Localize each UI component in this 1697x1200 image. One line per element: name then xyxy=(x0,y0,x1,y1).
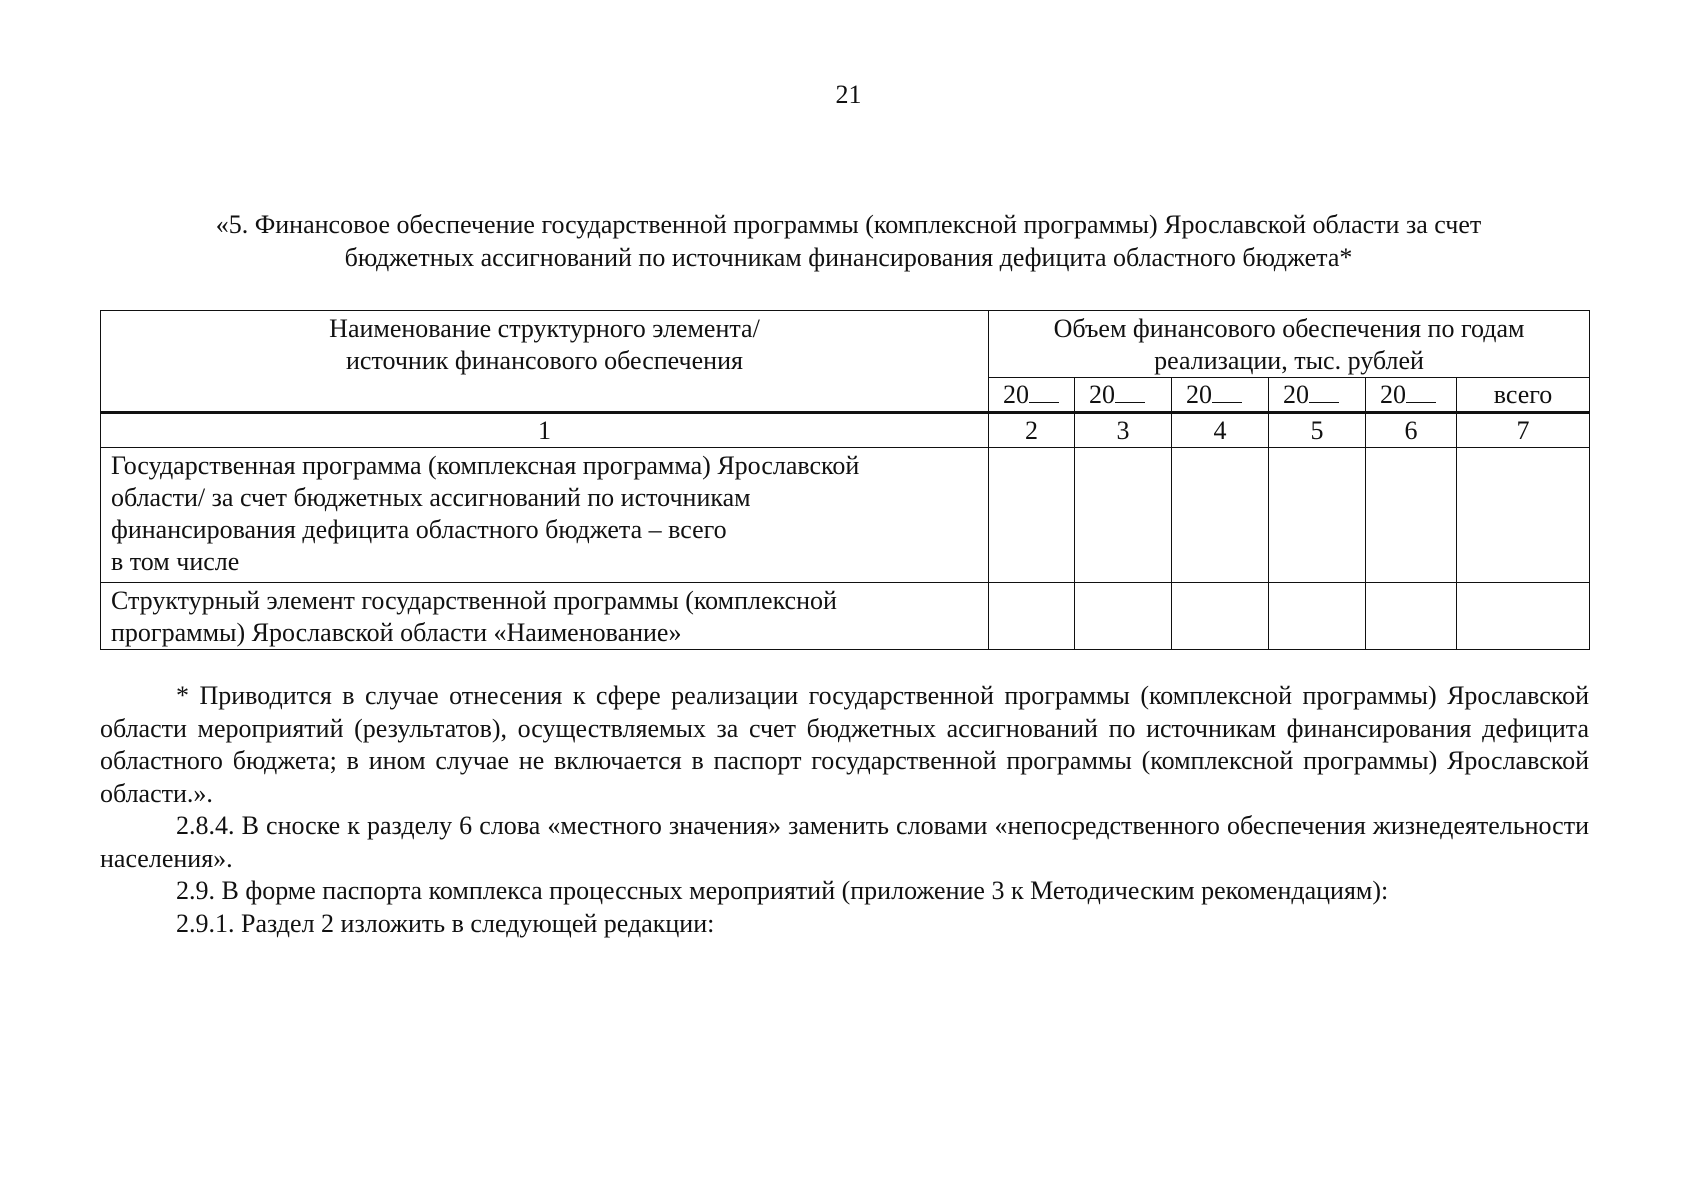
paragraph-2-8-4: 2.8.4. В сноске к разделу 6 слова «местного значения» заменить словами «непосредственного обеспечения жизнедеятельности населения». xyxy=(100,811,1589,873)
header-name-line-1: Наименование структурного элемента/ xyxy=(329,314,760,343)
row-name-cell xyxy=(101,583,989,650)
empty-value-cell xyxy=(1366,583,1457,650)
column-number-cell: 6 xyxy=(1366,413,1457,448)
footnote-paragraph: * Приводится в случае отнесения к сфере реализации государственной программы (комплексной программы) Ярославской области мероприятий (результатов), осуществляемых за счет бюджетных ассигнований по источникам финансирования дефицита областного бюджета; в ином случае не включается в паспорт государственной программы (комплексной программы) Ярославской области.». xyxy=(100,681,1589,808)
section-title xyxy=(120,208,1577,274)
year-label: 20 xyxy=(1283,379,1309,409)
year-label: 20 xyxy=(1186,379,1212,409)
year-cell-3 xyxy=(1172,378,1269,413)
year-blank-line xyxy=(1406,380,1436,403)
column-number-row xyxy=(101,413,1590,448)
empty-value-cell xyxy=(989,448,1075,583)
column-number-cell: 4 xyxy=(1172,413,1269,448)
year-cell-4 xyxy=(1269,378,1366,413)
row-text-line: в том числе xyxy=(111,547,240,576)
total-header-cell: всего xyxy=(1457,378,1590,413)
year-blank-line xyxy=(1309,380,1339,403)
row-text-line: области/ за счет бюджетных ассигнований по источникам xyxy=(111,483,751,512)
empty-value-cell xyxy=(1172,448,1269,583)
row-name-cell xyxy=(101,448,989,583)
header-volume-line-2: реализации, тыс. рублей xyxy=(1154,346,1424,375)
row-text-line: финансирования дефицита областного бюджета – всего xyxy=(111,515,727,544)
table-row xyxy=(101,583,1590,650)
section-title-line-1: «5. Финансовое обеспечение государственной программы (комплексной программы) Ярославской области за счет xyxy=(215,210,1482,239)
column-number-cell: 1 xyxy=(101,413,989,448)
year-cell-2 xyxy=(1075,378,1172,413)
column-number-cell: 3 xyxy=(1075,413,1172,448)
year-blank-line xyxy=(1029,380,1059,403)
empty-value-cell xyxy=(1075,448,1172,583)
page-number: 21 xyxy=(835,80,862,109)
section-title-line-2: бюджетных ассигнований по источникам финансирования дефицита областного бюджета* xyxy=(344,243,1353,272)
finance-table xyxy=(100,310,1590,650)
header-volume-line-1: Объем финансового обеспечения по годам xyxy=(1053,314,1525,343)
row-text-line: Структурный элемент государственной программы (комплексной xyxy=(111,586,837,615)
column-number-cell: 5 xyxy=(1269,413,1366,448)
column-number-cell: 2 xyxy=(989,413,1075,448)
year-label: 20 xyxy=(1380,379,1406,409)
year-cell-5 xyxy=(1366,378,1457,413)
table-header-row xyxy=(101,311,1590,378)
row-text-line: программы) Ярославской области «Наименование» xyxy=(111,618,682,647)
header-name-line-2: источник финансового обеспечения xyxy=(346,346,743,375)
empty-value-cell xyxy=(1457,583,1590,650)
paragraph-2-9: 2.9. В форме паспорта комплекса процессных мероприятий (приложение 3 к Методическим рекомендациям): xyxy=(176,876,1389,905)
header-volume-cell xyxy=(989,311,1590,378)
empty-value-cell xyxy=(1172,583,1269,650)
table-row xyxy=(101,448,1590,583)
empty-value-cell xyxy=(1457,448,1590,583)
empty-value-cell xyxy=(1269,448,1366,583)
column-number-cell: 7 xyxy=(1457,413,1590,448)
row-text-line: Государственная программа (комплексная программа) Ярославской xyxy=(111,451,860,480)
year-cell-1 xyxy=(989,378,1075,413)
body-text xyxy=(100,680,1589,940)
empty-value-cell xyxy=(1366,448,1457,583)
empty-value-cell xyxy=(989,583,1075,650)
year-label: 20 xyxy=(1089,379,1115,409)
year-label: 20 xyxy=(1003,379,1029,409)
year-blank-line xyxy=(1212,380,1242,403)
year-blank-line xyxy=(1115,380,1145,403)
paragraph-2-9-1: 2.9.1. Раздел 2 изложить в следующей редакции: xyxy=(176,908,715,938)
header-name-cell xyxy=(101,311,989,413)
empty-value-cell xyxy=(1269,583,1366,650)
empty-value-cell xyxy=(1075,583,1172,650)
